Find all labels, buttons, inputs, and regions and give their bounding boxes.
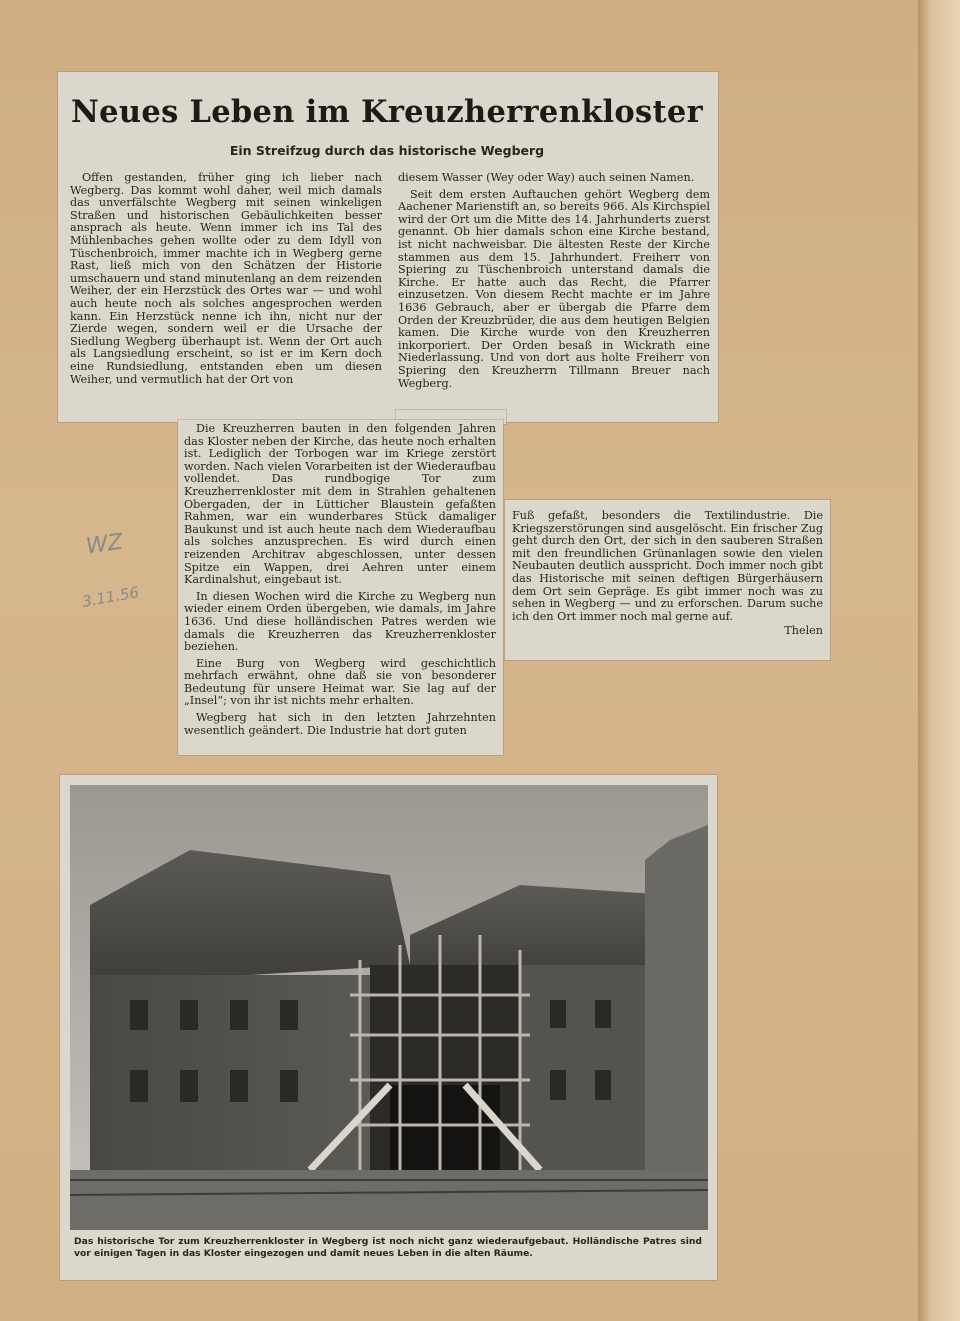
paragraph: Die Kreuzherren bauten in den folgenden Jahren das Kloster neben der Kirche, das heute noch erhalten ist. Lediglich der Torbogen war im Kriege zerstört worden. Nach vielen Vorarbeiten ist der Wiederaufbau vollendet. Das rundbogige Tor zum Kreuzherrenkloster mit dem in Strahlen gehaltenen Obergaden, der in Lütticher Blaustein gefaßten Rahmen, war ein wunderbares Stück damaliger Baukunst und ist auch heute nach dem Wiederaufbau als solches anzusprechen. Es wird durch einen reizenden Architrav abgeschlossen, unter dessen Spitze ein Wappen, drei Aehren unter einem Kardinalshut, eingebaut ist.	[184, 422, 496, 587]
page-edge	[918, 0, 960, 1321]
headline: Neues Leben im Kreuzherrenkloster	[71, 94, 703, 130]
article-column-4	[512, 510, 823, 638]
article-column-2	[398, 172, 710, 394]
paragraph: In diesen Wochen wird die Kirche zu Wegberg nun wieder einem Orden übergeben, wie damals, im Jahre 1636. Und diese holländischen Patres werden wie damals die Kreuzherren das Kreuzherrenkloster beziehen.	[184, 589, 496, 654]
kloster-photo	[70, 785, 708, 1230]
paragraph: Eine Burg von Wegberg wird geschichtlich mehrfach erwähnt, ohne daß sie von besonderer Bedeutung für unsere Heimat war. Sie lag auf der „Insel“; von ihr ist nichts mehr erhalten.	[184, 656, 496, 708]
paragraph: Fuß gefaßt, besonders die Textilindustrie. Die Kriegszerstörungen sind ausgelöscht. Ein frischer Zug geht durch den Ort, der sich in den sauberen Straßen mit den freundlichen Grünanlagen sowie den vielen Neubauten deutlich ausspricht. Doch immer noch gibt das Historische mit seinen deftigen Bürgerhäusern dem Ort sein Gepräge. Es gibt immer noch was zu sehen in Wegberg — und zu erforschen. Darum suche ich den Ort immer noch mal gerne auf.	[512, 509, 823, 623]
handwritten-note-date: 3.11.56	[80, 583, 141, 611]
paragraph: Offen gestanden, früher ging ich lieber nach Wegberg. Das kommt wohl daher, weil mich damals das unverfälschte Wegberg mit seinen winkeligen Straßen und historischen Gebäulichkeiten besser ansprach als heute. Wenn immer ich ins Tal des Mühlenbaches gehen wollte oder zu dem Idyll von Tüschenbroich, immer machte ich in Wegberg gerne Rast, ließ mich von den Schätzen der Historie umschauern und stand minutenlang an dem reizenden Weiher, der ein Herzstück des Ortes war — und wohl auch heute noch als solches angesprochen werden kann. Ein Herzstück nenne ich ihn, nicht nur der Zierde wegen, sondern weil er die Ursache der Siedlung Wegberg überhaupt ist. Wenn der Ort auch als Langsiedlung erscheint, so ist er im Kern doch eine Rundsiedlung, entstanden eben um diesen Weiher, und vermutlich hat der Ort von	[70, 171, 382, 386]
article-column-1	[70, 172, 382, 390]
paragraph: Seit dem ersten Auftauchen gehört Wegberg dem Aachener Marienstift an, so bereits 966. Als Kirchspiel wird der Ort um die Mitte des 14. Jahrhunderts zuerst genannt. Ob hier damals schon eine Kirche bestand, ist nicht nachweisbar. Die ältesten Reste der Kirche stammen aus dem 15. Jahrhundert. Freiherr von Spiering zu Tüschenbroich unterstand damals die Kirche. Er hatte auch das Recht, die Pfarrer einzusetzen. Von diesem Recht machte er im Jahre 1636 Gebrauch, aber er übergab die Pfarre dem Orden der Kreuzbrüder, die aus dem heutigen Belgien kamen. Die Kirche wurde von den Kreuzherren inkorporiert. Der Orden besaß in Wickrath eine Niederlassung. Und von dort aus holte Freiherr von Spiering den Kreuzherrn Tillmann Breuer nach Wegberg.	[398, 187, 710, 390]
handwritten-note-source: WZ	[84, 529, 125, 560]
kloster-photo-illustration	[70, 785, 708, 1230]
author-signature: Thelen	[784, 624, 823, 638]
subheadline: Ein Streifzug durch das historische Wegberg	[229, 143, 545, 158]
photo-caption: Das historische Tor zum Kreuzherrenkloster in Wegberg ist noch nicht ganz wiederaufgebaut. Holländische Patres sind vor einigen Tagen in das Kloster eingezogen und damit neues Leben in die alten Räume.	[74, 1236, 702, 1259]
paragraph: Wegberg hat sich in den letzten Jahrzehnten wesentlich geändert. Die Industrie hat dort guten	[184, 711, 496, 737]
article-column-3	[184, 423, 496, 741]
paragraph: diesem Wasser (Wey oder Way) auch seinen Namen.	[398, 171, 695, 184]
